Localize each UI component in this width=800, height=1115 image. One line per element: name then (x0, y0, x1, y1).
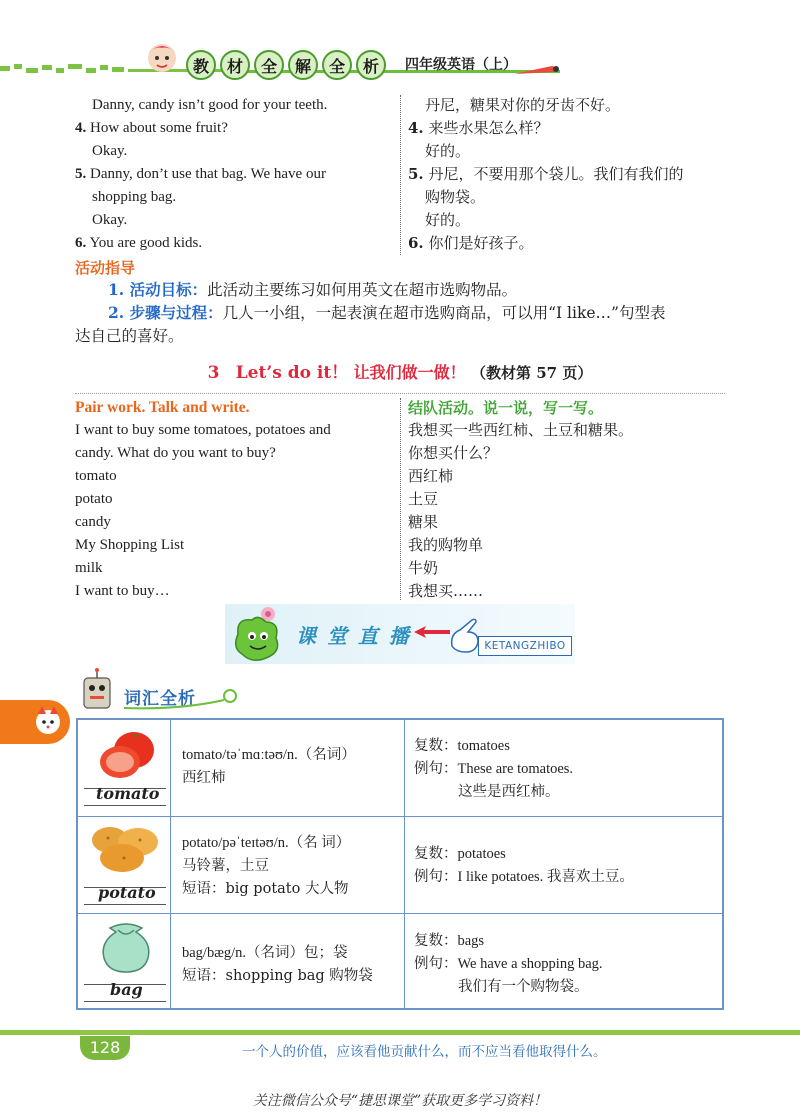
pairwork-zh-line: 牛奶 (408, 559, 439, 577)
dialogue-zh-line: 5. 丹尼，不要用那个袋儿。我们有我们的 (408, 165, 684, 183)
vocab-entry: potato/pəˈteɪtəʊ/n.（名 词） (182, 835, 351, 851)
pairwork-zh-line: 我想买…… (408, 582, 484, 600)
green-mascot-icon (228, 604, 288, 666)
footer-quote: 一个人的价值，应该看他贡献什么，而不应当看他取得什么。 (242, 1044, 607, 1060)
table-col-divider (404, 718, 405, 1010)
header-title-char-3: 全 (254, 50, 284, 80)
column-divider (400, 95, 401, 255)
dialogue-en-line: 6. You are good kids. (75, 235, 203, 251)
column-divider (400, 398, 401, 600)
vocab-meaning: 马铃薯，土豆 (182, 858, 269, 874)
pairwork-en-line: tomato (75, 468, 117, 484)
dialogue-zh-line: 好的。 (425, 211, 471, 229)
pairwork-zh-line: 你想买什么？ (408, 444, 499, 462)
vocab-word: potato (98, 883, 156, 902)
pairwork-en-line: milk (75, 560, 103, 576)
pairwork-zh-line: 我的购物单 (408, 536, 484, 554)
dialogue-zh-line: 好的。 (425, 142, 471, 160)
vocab-entry: bag/bæg/n.（名词）包；袋 (182, 945, 348, 961)
side-tab-fox-icon (0, 700, 70, 744)
header-title-char-6: 析 (356, 50, 386, 80)
pairwork-en-line: I want to buy… (75, 583, 170, 599)
header-subtitle: 四年级英语（上） (405, 57, 517, 73)
table-row-divider (76, 816, 724, 817)
pairwork-en-line: I want to buy some tomatoes, potatoes and (75, 422, 331, 438)
vocab-phrase: 短语：shopping bag 购物袋 (182, 968, 373, 984)
vocab-example-translation: 我们有一个购物袋。 (458, 979, 589, 995)
vocab-plural: 复数：potatoes (414, 846, 506, 862)
vocab-example: 例句：These are tomatoes. (414, 761, 574, 777)
footer-note: 关注微信公众号“捷思课堂”获取更多学习资料！ (252, 1093, 548, 1109)
guidance-item-2-cont: 达自己的喜好。 (75, 327, 184, 345)
guidance-item-2: 2. 步骤与过程：几人一小组，一起表演在超市选购商品，可以用“I like…”句型表 (108, 303, 666, 322)
hand-pointer-icon (446, 616, 482, 656)
vocab-entry: tomato/təˈmɑːtəʊ/n.（名词） (182, 747, 356, 763)
section-title: 3 Let’s do it！ 让我们做一做！ （教材第 57 页） (207, 363, 593, 383)
dialogue-en-line: shopping bag. (92, 189, 177, 205)
pairwork-zh-heading: 结队活动。说一说，写一写。 (408, 399, 604, 417)
pairwork-en-line: candy. What do you want to buy? (75, 445, 276, 461)
pairwork-en-heading: Pair work. Talk and write. (75, 399, 250, 416)
guidance-heading: 活动指导 (75, 259, 136, 277)
pairwork-zh-line: 土豆 (408, 490, 439, 508)
section-rule (75, 393, 725, 394)
pairwork-en-line: potato (75, 491, 113, 507)
header-title-char-5: 全 (322, 50, 352, 80)
vocab-plural: 复数：bags (414, 933, 485, 949)
header-title-char-4: 解 (288, 50, 318, 80)
pairwork-en-line: candy (75, 514, 111, 530)
dialogue-zh-line: 丹尼，糖果对你的牙齿不好。 (425, 96, 621, 114)
tomato-image (94, 724, 160, 782)
pairwork-zh-line: 西红柿 (408, 467, 454, 485)
potato-image (88, 822, 164, 874)
cartoon-girl-icon (140, 38, 184, 82)
dialogue-en-line: 4. How about some fruit? (75, 120, 228, 136)
header-title-char-2: 材 (220, 50, 250, 80)
dialogue-en-line: 5. Danny, don’t use that bag. We have our (75, 166, 326, 182)
vocab-phrase: 短语：big potato 大人物 (182, 881, 349, 897)
banner-title: 课 堂 直 播 (296, 624, 411, 648)
dialogue-en-line: Danny, candy isn’t good for your teeth. (92, 97, 328, 113)
vocab-word: tomato (96, 784, 160, 803)
header-title-char-1: 教 (186, 50, 216, 80)
page-number: 128 (80, 1036, 130, 1060)
pairwork-en-line: My Shopping List (75, 537, 185, 553)
pairwork-zh-line: 糖果 (408, 513, 439, 531)
banner-pinyin: KETANGZHIBO (478, 636, 572, 656)
vocab-example: 例句：We have a shopping bag. (414, 956, 603, 972)
vocab-plural: 复数：tomatoes (414, 738, 510, 754)
guidance-item-1: 1. 活动目标：此活动主要练习如何用英文在超市选购物品。 (108, 280, 518, 299)
vocab-heading: 词汇全析 (124, 689, 196, 709)
vocab-table (76, 718, 724, 1010)
vocab-example-translation: 这些是西红柿。 (458, 784, 560, 800)
table-col-divider (170, 718, 171, 1010)
footer-bar (0, 1030, 800, 1035)
pencil-icon (512, 60, 562, 80)
bag-image (96, 918, 156, 974)
vocab-example: 例句：I like potatoes. 我喜欢土豆。 (414, 869, 634, 885)
pairwork-zh-line: 我想买一些西红柿、土豆和糖果。 (408, 421, 634, 439)
dialogue-zh-line: 4. 来些水果怎么样？ (408, 119, 549, 137)
heading-swoosh-decoration (120, 686, 240, 710)
dialogue-en-line: Okay. (92, 143, 128, 159)
vocab-meaning: 西红柿 (182, 770, 226, 786)
table-row-divider (76, 913, 724, 914)
dialogue-zh-line: 6. 你们是好孩子。 (408, 234, 534, 252)
dialogue-en-line: Okay. (92, 212, 128, 228)
robot-mascot-icon (74, 668, 120, 714)
dialogue-zh-line: 购物袋。 (425, 188, 486, 206)
vocab-word: bag (110, 980, 143, 999)
